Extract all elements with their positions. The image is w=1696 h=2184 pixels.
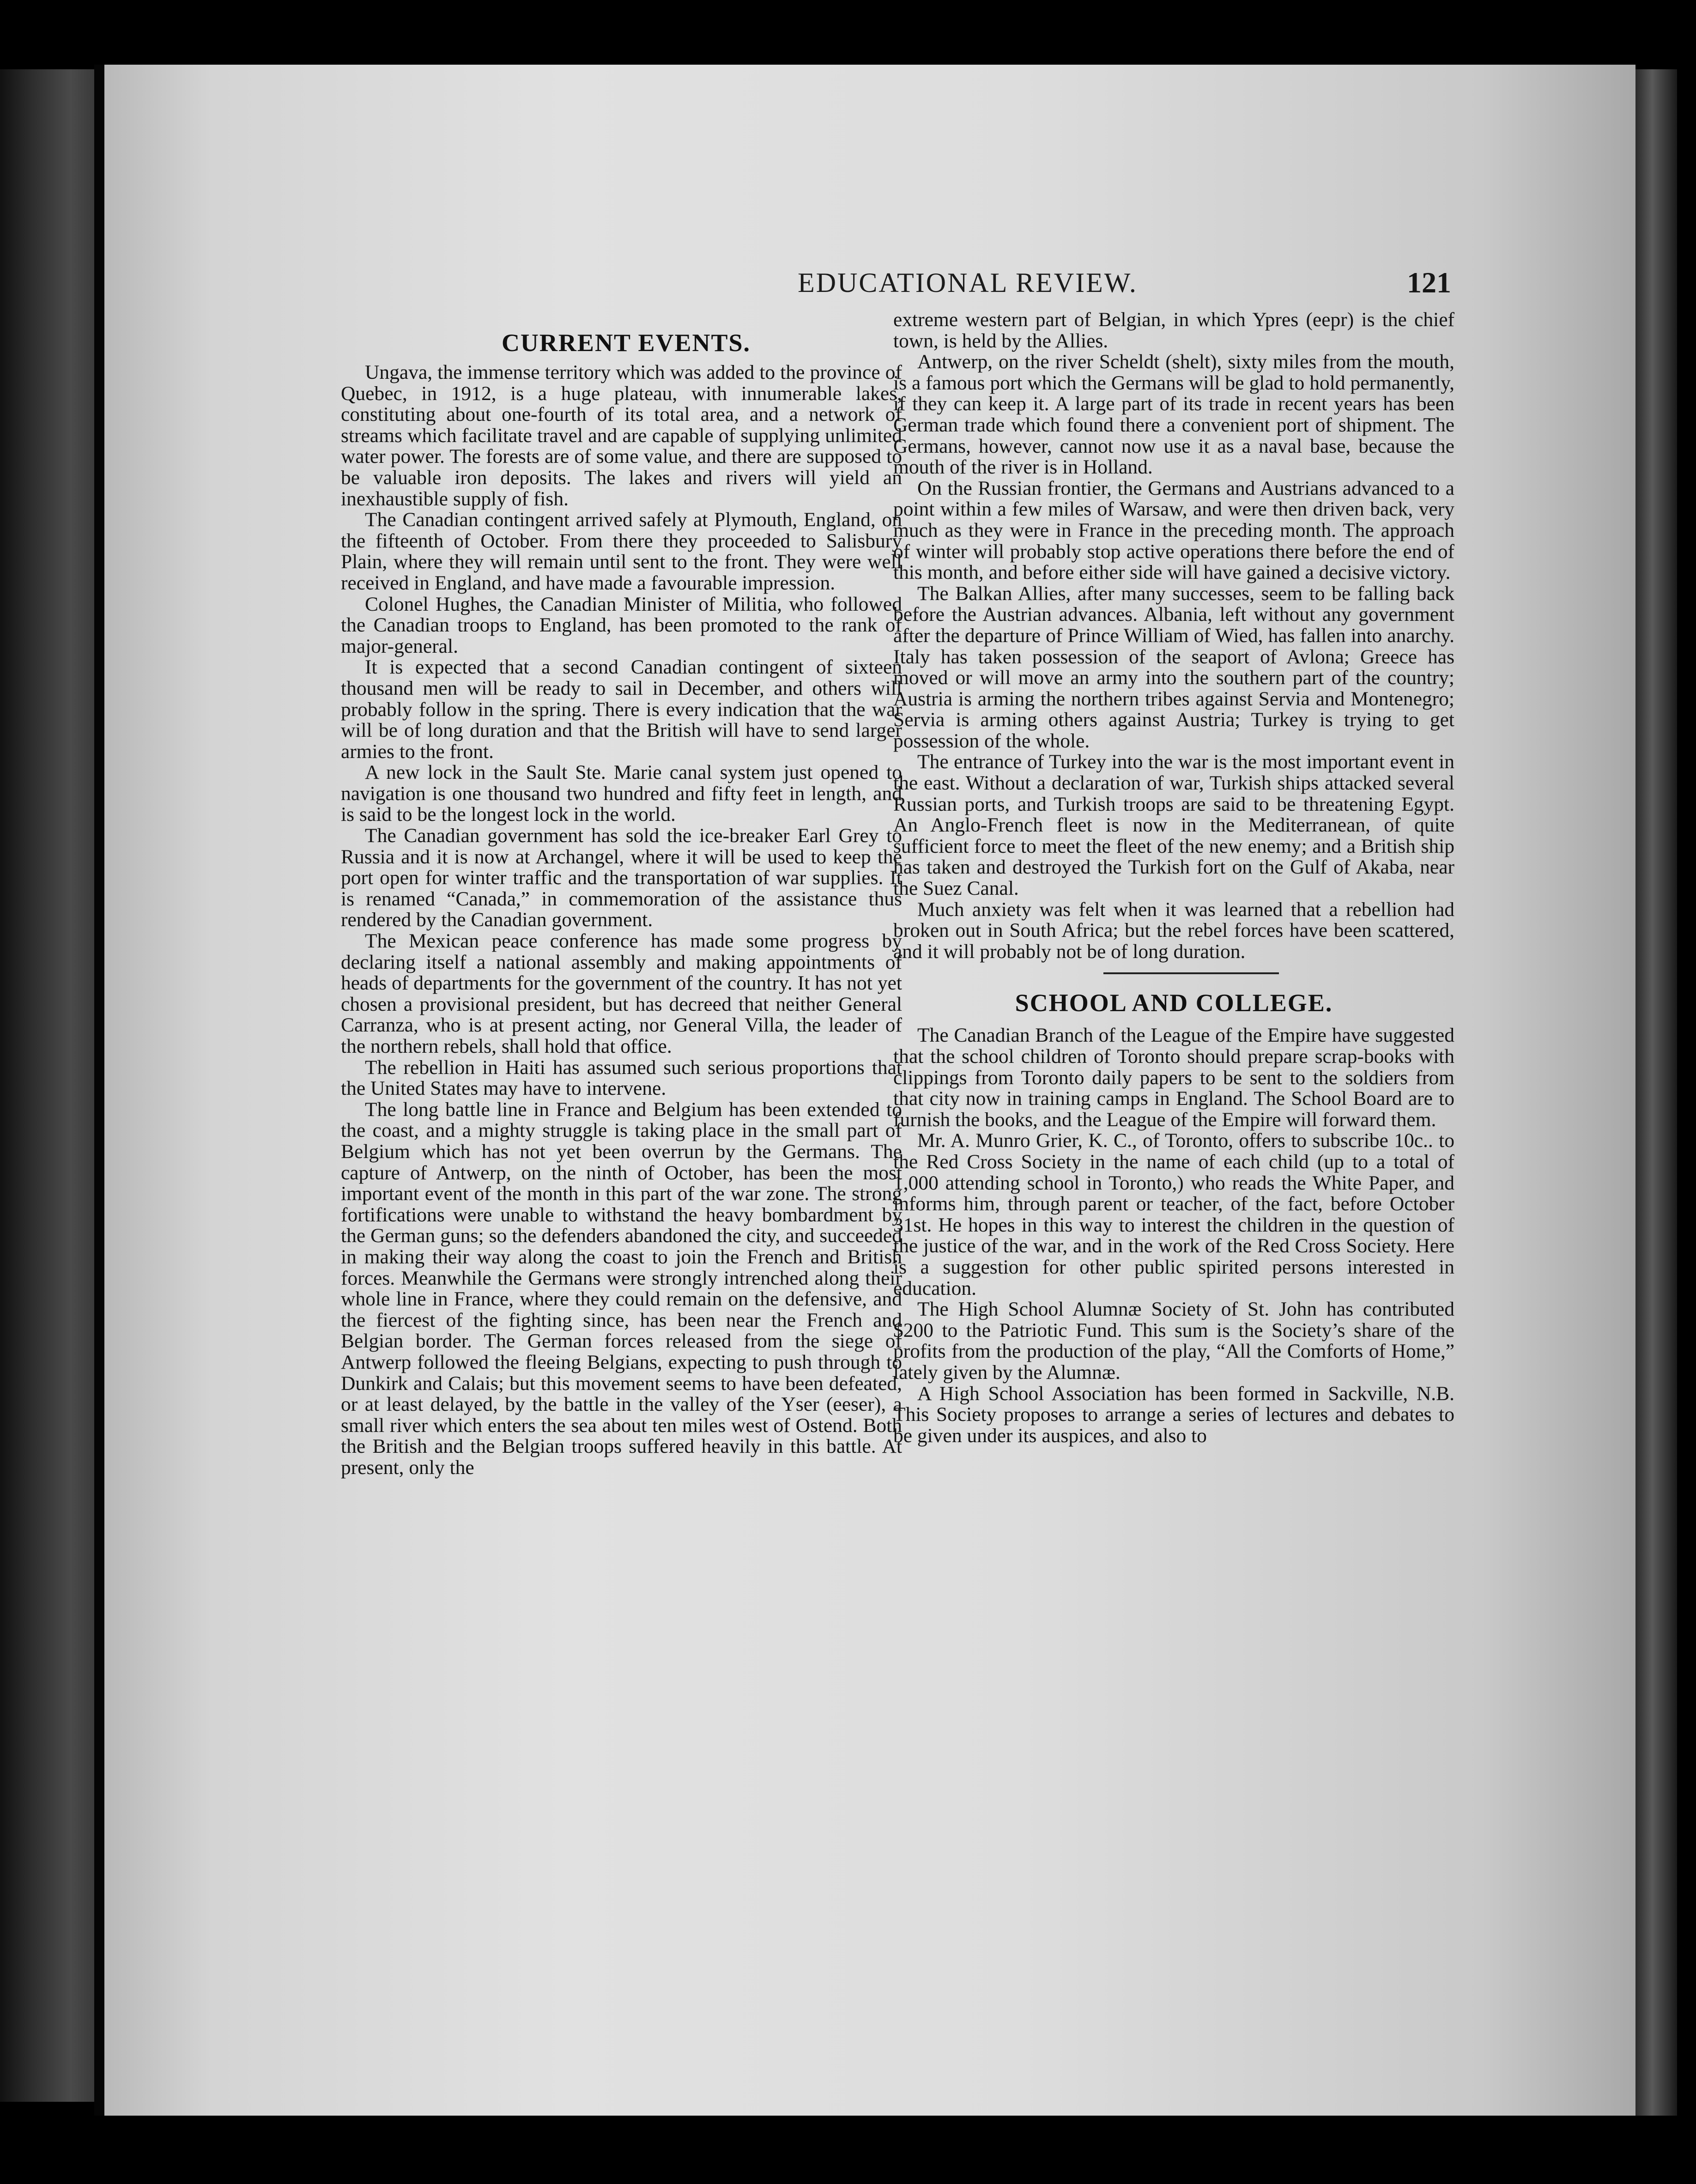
section-title-current-events: CURRENT EVENTS. bbox=[501, 329, 751, 357]
paragraph: The rebellion in Haiti has assumed such serious proportions that the United States may have to intervene. bbox=[341, 1056, 902, 1100]
paragraph: On the Russian frontier, the Germans and Austrians advanced to a point within a few miles of Warsaw, and were then driven back, very much as they were in France in the preceding month. The approach of winter will probably stop active operations there before the end of this month, and before either side will have gained a decisive victory. bbox=[893, 477, 1454, 584]
paragraph: Colonel Hughes, the Canadian Minister of Militia, who followed the Canadian troops to England, has been promoted to the rank of major-general. bbox=[341, 593, 902, 657]
paragraph: The Canadian government has sold the ice-breaker Earl Grey to Russia and it is now at Archangel, where it will be used to keep the port open for winter traffic and the transportation of war supplies. It is renamed “Canada,” in commemoration of the assistance thus rendered by the Canadian government. bbox=[341, 825, 902, 931]
paragraph: The long battle line in France and Belgium has been extended to the coast, and a mighty struggle is taking place in the small part of Belgium which has not yet been overrun by the Germans. The capture of Antwerp, on the ninth of October, has been the most important event of the month in this part of the war zone. The strong fortifications were unable to withstand the heavy bombardment by the German guns; so the defenders abandoned the city, and succeeded in making their way along the coast to join the French and British forces. Meanwhile the Germans were strongly intrenched along their whole line in France, where they could remain on the defensive, and the fiercest of the fighting since, has been near the French and Belgian border. The German forces released from the siege of Antwerp followed the fleeing Belgians, expecting to push through to Dunkirk and Calais; but this movement seems to have been defeated, or at least delayed, by the battle in the valley of the Yser (eeser), a small river which enters the sea about ten miles west of Ostend. Both the British and the Belgian troops suffered heavily in this battle. At present, only the bbox=[341, 1098, 902, 1479]
paragraph: Ungava, the immense territory which was added to the province of Quebec, in 1912, is a huge plateau, with innumerable lakes, constituting about one-fourth of its total area, and a network of streams which facilitate travel and are capable of supplying unlimited water power. The forests are of some value, and there are supposed to be valuable iron deposits. The lakes and rivers will yield an inexhaustible supply of fish. bbox=[341, 361, 902, 510]
paragraph: A High School Association has been formed in Sackville, N.B. This Society proposes to arrange a series of lectures and debates to be given under its auspices, and also to bbox=[893, 1382, 1454, 1447]
paragraph: The Mexican peace conference has made some progress by declaring itself a national assembly and making appointments of heads of departments for the government of the country. It has not yet chosen a provisional president, but has decreed that neither General Carranza, who is at present acting, nor General Villa, the leader of the northern rebels, shall hold that office. bbox=[341, 930, 902, 1057]
page-number: 121 bbox=[1407, 266, 1451, 299]
book-gutter bbox=[94, 65, 104, 2116]
paragraph: The Canadian Branch of the League of the Empire have suggested that the school children of Toronto should prepare scrap-books with clippings from Toronto daily papers to be sent to the soldiers from that city now in training camps in England. The School Board are to furnish the books, and the League of the Empire will forward them. bbox=[893, 1024, 1454, 1131]
right-column bbox=[893, 309, 1454, 1446]
left-column bbox=[341, 323, 902, 1478]
paragraph: A new lock in the Sault Ste. Marie canal system just opened to navigation is one thousand two hundred and fifty feet in length, and is said to be the longest lock in the world. bbox=[341, 761, 902, 826]
paragraph-continued: extreme western part of Belgian, in which Ypres (eepr) is the chief town, is held by the Allies. bbox=[893, 309, 1454, 352]
page-header bbox=[104, 262, 1635, 303]
paragraph: It is expected that a second Canadian contingent of sixteen thousand men will be ready to sail in December, and others will probably follow in the spring. There is every indication that the war will be of long duration and that the British will have to send larger armies to the front. bbox=[341, 656, 902, 763]
paragraph: Antwerp, on the river Scheldt (shelt), sixty miles from the mouth, is a famous port which the Germans will be glad to hold permanently, if they can keep it. A large part of its trade in recent years has been German trade which found there a convenient port of shipment. The Germans, however, cannot now use it as a naval base, because the mouth of the river is in Holland. bbox=[893, 351, 1454, 479]
paragraph: Mr. A. Munro Grier, K. C., of Toronto, offers to subscribe 10c.. to the Red Cross Society in the name of each child (up to a total of 1,000 attending school in Toronto,) who reads the White Paper, and informs him, through parent or teacher, of the fact, before October 31st. He hopes in this way to interest the children in the question of the justice of the war, and in the work of the Red Cross Society. Here is a suggestion for other public spirited persons interested in education. bbox=[893, 1129, 1454, 1299]
section-divider bbox=[1103, 972, 1279, 974]
paragraph: The High School Alumnæ Society of St. John has contributed $200 to the Patriotic Fund. This sum is the Society’s share of the profits from the production of the play, “All the Comforts of Home,” lately given by the Alumnæ. bbox=[893, 1298, 1454, 1383]
paragraph: Much anxiety was felt when it was learned that a rebellion had broken out in South Africa; but the rebel forces have been scattered, and it will probably not be of long duration. bbox=[893, 898, 1454, 963]
paragraph: The Balkan Allies, after many successes, seem to be falling back before the Austrian advances. Albania, left without any government after the departure of Prince William of Wied, has fallen into anarchy. Italy has taken possession of the seaport of Avlona; Greece has moved or will move an army into the southern part of the country; Austria is arming the northern tribes against Servia and Montenegro; Servia is arming others against Austria; Turkey is trying to get possession of the whole. bbox=[893, 582, 1454, 752]
document-page bbox=[104, 65, 1635, 2116]
page-stack-edge bbox=[1635, 69, 1677, 2116]
section-title-school-and-college: SCHOOL AND COLLEGE. bbox=[1015, 989, 1333, 1017]
paragraph: The entrance of Turkey into the war is the most important event in the east. Without a declaration of war, Turkish ships attacked several Russian ports, and Turkish troops are said to be threatening Egypt. An Anglo-French fleet is now in the Mediterranean, of quite sufficient force to meet the fleet of the new enemy; and a British ship has taken and destroyed the Turkish fort on the Gulf of Akaba, near the Suez Canal. bbox=[893, 751, 1454, 900]
running-title: EDUCATIONAL REVIEW. bbox=[798, 267, 1138, 298]
facing-page-edge bbox=[0, 69, 94, 2102]
paragraph: The Canadian contingent arrived safely at Plymouth, England, on the fifteenth of October. From there they proceeded to Salisbury Plain, where they will remain until sent to the front. They were well received in England, and have made a favourable impression. bbox=[341, 509, 902, 594]
